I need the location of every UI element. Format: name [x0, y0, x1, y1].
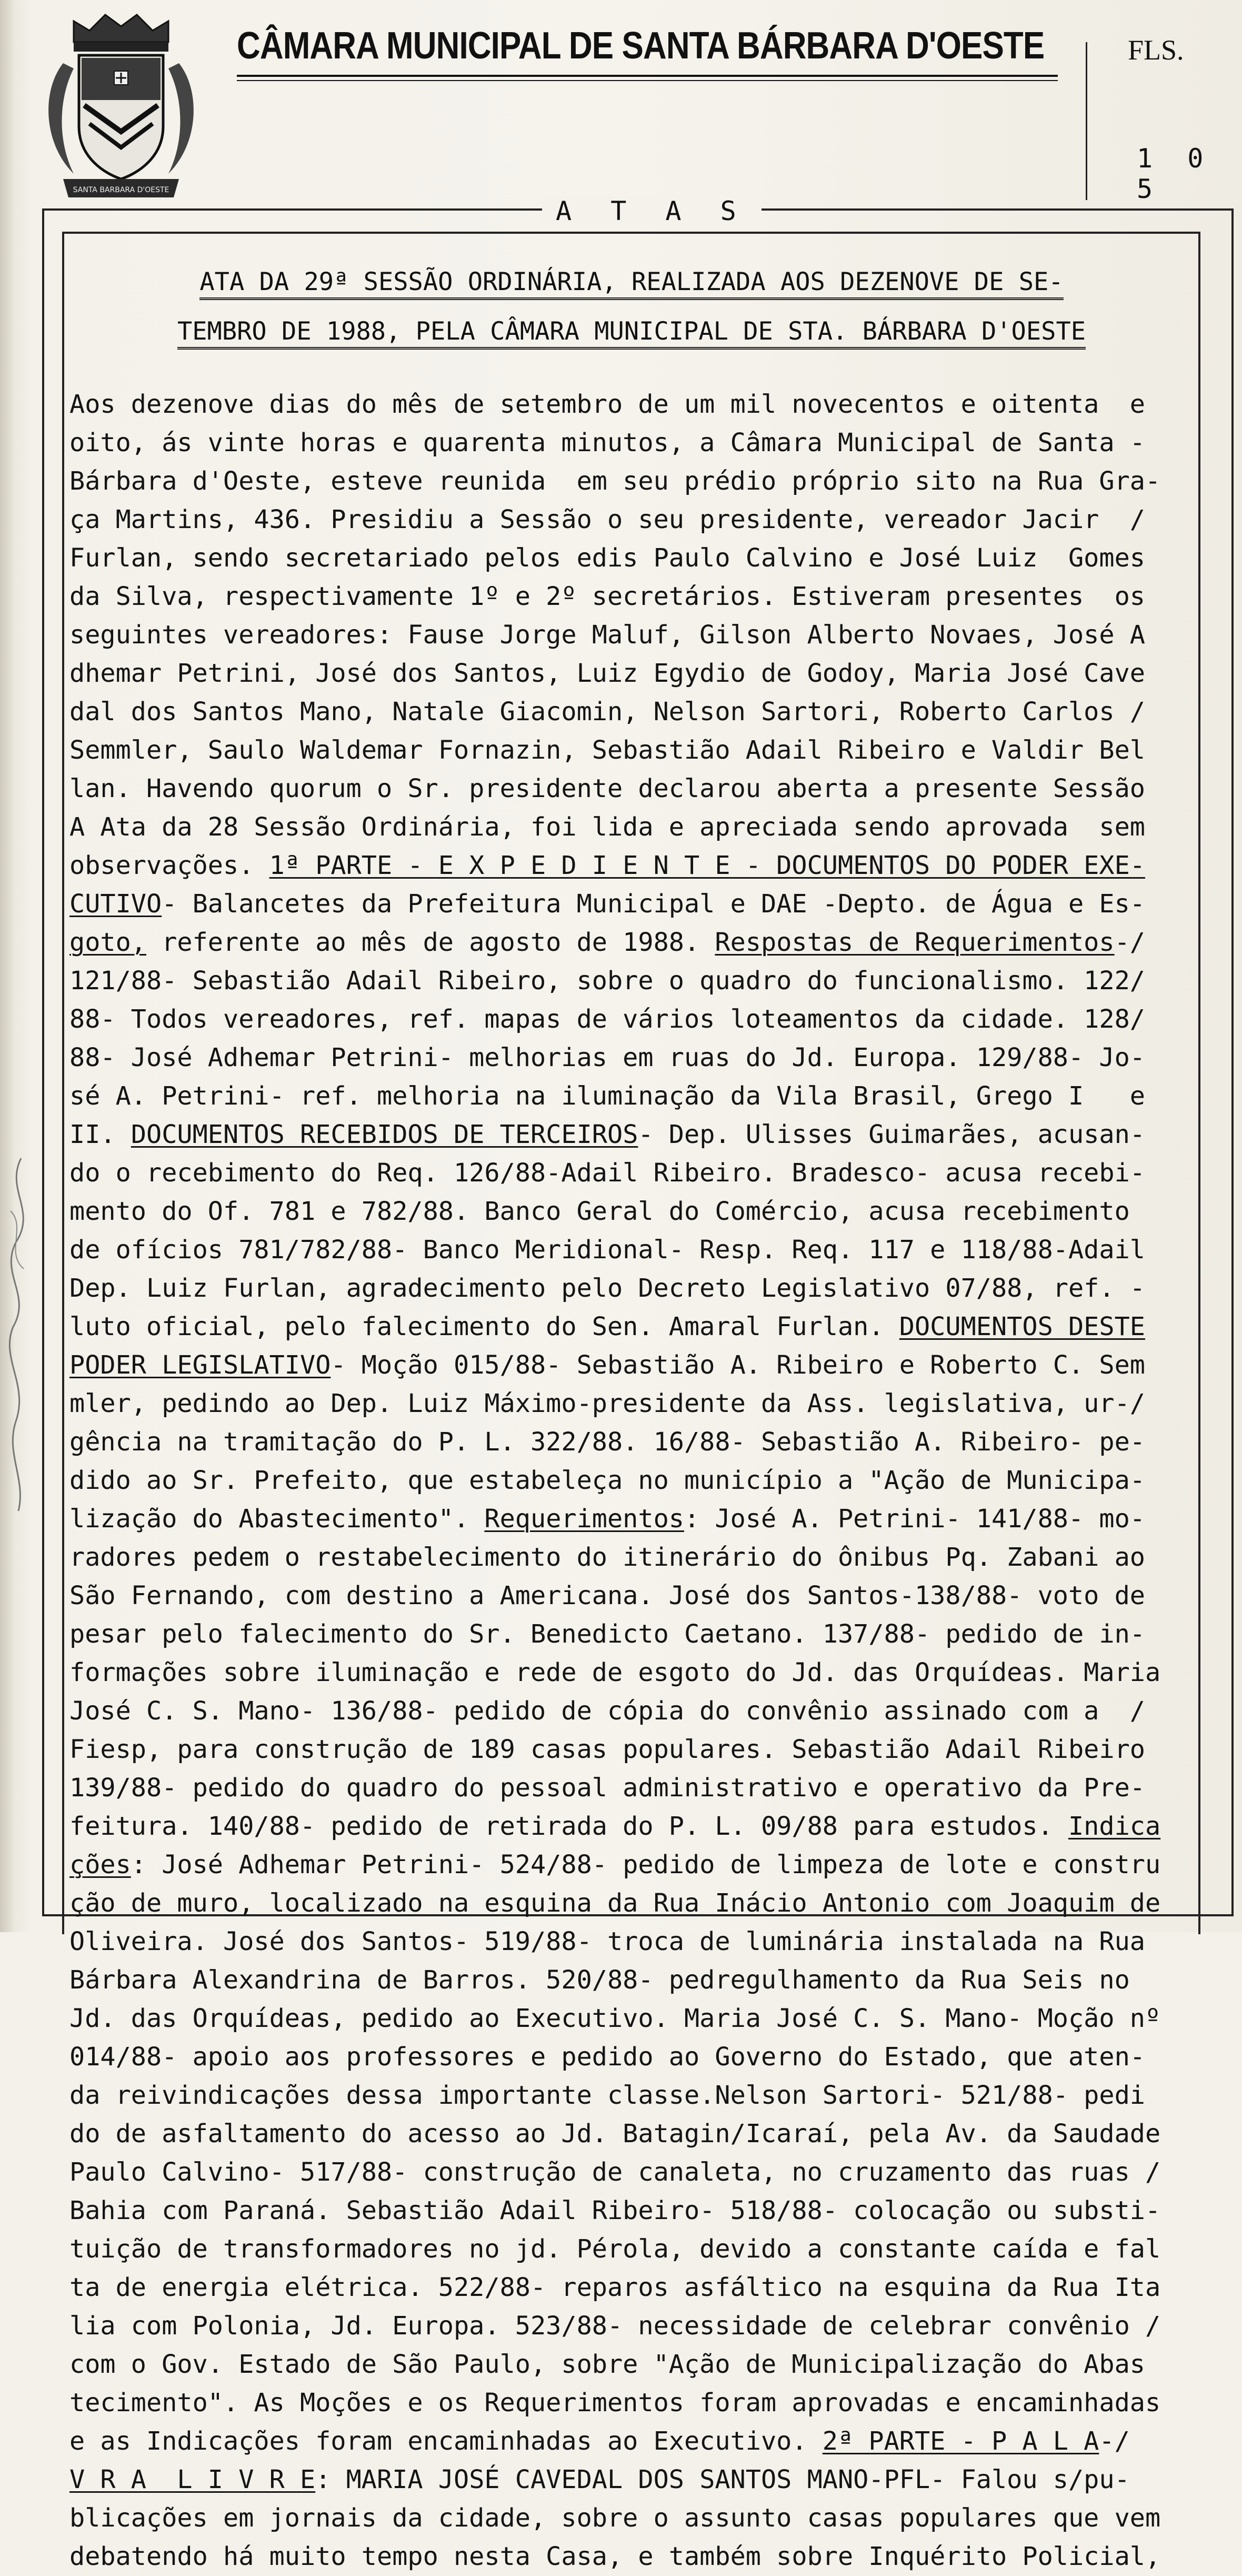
text-line: 88- José Adhemar Petrini- melhorias em ruas do Jd. Europa. 129/88- Jo-: [69, 1043, 1145, 1072]
text-line: Furlan, sendo secretariado pelos edis Paulo Calvino e José Luiz Gomes: [69, 543, 1145, 573]
text-line: Dep. Luiz Furlan, agradecimento pelo Decreto Legislativo 07/88, ref. -: [69, 1274, 1145, 1303]
text-line: Semmler, Saulo Waldemar Fornazin, Sebastião Adail Ribeiro e Valdir Bel: [69, 735, 1145, 765]
crest-motto: SANTA BARBARA D'OESTE: [73, 186, 169, 194]
text-line: mler, pedindo ao Dep. Luiz Máximo-presidente da Ass. legislativa, ur-/: [69, 1389, 1145, 1418]
text-line: CUTIVO- Balancetes da Prefeitura Municipal e DAE -Depto. de Água e Es-: [69, 889, 1145, 919]
text-line: ções: José Adhemar Petrini- 524/88- pedido de limpeza de lote e constru: [69, 1850, 1161, 1879]
page-number: 1 0 5: [1137, 143, 1213, 204]
text-line: oito, ás vinte horas e quarenta minutos, a Câmara Municipal de Santa -: [69, 428, 1145, 457]
text-line: tecimento". As Moções e os Requerimentos foram aprovadas e encaminhadas: [69, 2388, 1161, 2418]
text-line: V R A L I V R E: MARIA JOSÉ CAVEDAL DOS SANTOS MANO-PFL- Falou s/pu-: [69, 2465, 1130, 2494]
text-line: Paulo Calvino- 517/88- construção de canaleta, no cruzamento das ruas /: [69, 2157, 1161, 2187]
text-line: lan. Havendo quorum o Sr. presidente declarou aberta a presente Sessão: [69, 774, 1145, 803]
text-line: 139/88- pedido do quadro do pessoal administrativo e operativo da Pre-: [69, 1773, 1145, 1803]
header-divider: [1086, 42, 1087, 200]
text-line: do de asfaltamento do acesso ao Jd. Batagin/Icaraí, pela Av. da Saudade: [69, 2119, 1161, 2149]
expediente-heading: 1ª PARTE - E X P E D I E N T E - DOCUMENTOS DO PODER EXE-: [269, 851, 1145, 880]
text-line: Bahia com Paraná. Sebastião Adail Ribeiro- 518/88- colocação ou substi-: [69, 2196, 1161, 2225]
text-line: seguintes vereadores: Fause Jorge Maluf, Gilson Alberto Novaes, José A: [69, 620, 1145, 650]
section-label: A T A S: [542, 196, 762, 226]
palavra-livre-heading: V R A L I V R E: [69, 2465, 316, 2494]
institution-name: CÂMARA MUNICIPAL DE SANTA BÁRBARA D'OESTE: [237, 25, 1045, 67]
text-line: da Silva, respectivamente 1º e 2º secretários. Estiveram presentes os: [69, 582, 1145, 611]
text-line: Jd. das Orquídeas, pedido ao Executivo. Maria José C. S. Mano- Moção nº: [69, 2004, 1161, 2033]
text-line: do o recebimento do Req. 126/88-Adail Ribeiro. Bradesco- acusa recebi-: [69, 1158, 1145, 1188]
text-line: goto, referente ao mês de agosto de 1988. Respostas de Requerimentos-/: [69, 928, 1145, 957]
requerimentos-heading: Requerimentos: [484, 1504, 684, 1534]
text-line: lização do Abastecimento". Requerimentos: José A. Petrini- 141/88- mo-: [69, 1504, 1145, 1534]
text-line: sé A. Petrini- ref. melhoria na iluminação da Vila Brasil, Grego I e: [69, 1081, 1145, 1111]
text-line: luto oficial, pelo falecimento do Sen. Amaral Furlan. DOCUMENTOS DESTE: [69, 1312, 1145, 1341]
text-line: tuição de transformadores no jd. Pérola, devido a constante caída e fal: [69, 2234, 1161, 2264]
text-line: ção de muro, localizado na esquina da Rua Inácio Antonio com Joaquim de: [69, 1888, 1161, 1918]
text-line: 121/88- Sebastião Adail Ribeiro, sobre o quadro do funcionalismo. 122/: [69, 966, 1145, 996]
minutes-title-line-1: ATA DA 29ª SESSÃO ORDINÁRIA, REALIZADA AOS DEZENOVE DE SE-: [68, 267, 1195, 300]
segunda-parte-heading: 2ª PARTE - P A L A: [822, 2426, 1099, 2456]
municipal-crest-icon: [42, 5, 200, 205]
text-line: 014/88- apoio aos professores e pedido ao Governo do Estado, que aten-: [69, 2042, 1145, 2072]
text-line: ta de energia elétrica. 522/88- reparos asfáltico na esquina da Rua Ita: [69, 2273, 1161, 2302]
text-line: e as Indicações foram encaminhadas ao Executivo. 2ª PARTE - P A L A-/: [69, 2426, 1130, 2456]
text-line: dal dos Santos Mano, Natale Giacomin, Nelson Sartori, Roberto Carlos /: [69, 697, 1145, 727]
minutes-body: [69, 385, 1201, 2576]
text-line: formações sobre iluminação e rede de esgoto do Jd. das Orquídeas. Maria: [69, 1658, 1161, 1687]
text-line: PODER LEGISLATIVO- Moção 015/88- Sebastião A. Ribeiro e Roberto C. Sem: [69, 1350, 1145, 1380]
text-line: 88- Todos vereadores, ref. mapas de vários loteamentos da cidade. 128/: [69, 1004, 1145, 1034]
text-line: dido ao Sr. Prefeito, que estabeleça no município a "Ação de Municipa-: [69, 1466, 1145, 1495]
text-line: feitura. 140/88- pedido de retirada do P. L. 09/88 para estudos. Indica: [69, 1812, 1161, 1841]
text-line: radores pedem o restabelecimento do itinerário do ônibus Pq. Zabani ao: [69, 1543, 1145, 1572]
text-line: José C. S. Mano- 136/88- pedido de cópia do convênio assinado com a /: [69, 1696, 1145, 1726]
legislativo-heading: DOCUMENTOS DESTE: [899, 1312, 1145, 1341]
text-line: de ofícios 781/782/88- Banco Meridional- Resp. Req. 117 e 118/88-Adail: [69, 1235, 1145, 1265]
text-line: Oliveira. José dos Santos- 519/88- troca de luminária instalada na Rua: [69, 1927, 1145, 1956]
text-line: mento do Of. 781 e 782/88. Banco Geral do Comércio, acusa recebimento: [69, 1197, 1130, 1226]
text-line: Fiesp, para construção de 189 casas populares. Sebastião Adail Ribeiro: [69, 1735, 1145, 1764]
header-rule-thin: [237, 80, 1058, 81]
minutes-title-line-2: TEMBRO DE 1988, PELA CÂMARA MUNICIPAL DE STA. BÁRBARA D'OESTE: [68, 317, 1195, 350]
text-line: observações. 1ª PARTE - E X P E D I E N T E - DOCUMENTOS DO PODER EXE-: [69, 851, 1145, 880]
text-line: dhemar Petrini, José dos Santos, Luiz Egydio de Godoy, Maria José Cave: [69, 659, 1145, 688]
indicacoes-heading: Indica: [1068, 1812, 1161, 1841]
text-line: Bárbara Alexandrina de Barros. 520/88- pedregulhamento da Rua Seis no: [69, 1965, 1130, 1995]
text-line: gência na tramitação do P. L. 322/88. 16/88- Sebastião A. Ribeiro- pe-: [69, 1427, 1145, 1457]
text-line: ça Martins, 436. Presidiu a Sessão o seu presidente, vereador Jacir /: [69, 505, 1145, 534]
text-line: A Ata da 28 Sessão Ordinária, foi lida e apreciada sendo aprovada sem: [69, 812, 1145, 842]
header-rule: [237, 75, 1058, 77]
text-line: II. DOCUMENTOS RECEBIDOS DE TERCEIROS- Dep. Ulisses Guimarães, acusan-: [69, 1120, 1145, 1149]
text-line: com o Gov. Estado de São Paulo, sobre "Ação de Municipalização do Abas: [69, 2350, 1145, 2379]
fls-label: FLS.: [1128, 34, 1184, 66]
text-line: Bárbara d'Oeste, esteve reunida em seu prédio próprio sito na Rua Gra-: [69, 466, 1161, 496]
text-line: pesar pelo falecimento do Sr. Benedicto Caetano. 137/88- pedido de in-: [69, 1619, 1145, 1649]
text-line: da reivindicações dessa importante classe.Nelson Sartori- 521/88- pedi: [69, 2081, 1145, 2110]
text-line: debatendo há muito tempo nesta Casa, e também sobre Inquérito Policial,: [69, 2542, 1161, 2571]
text-line: São Fernando, com destino a Americana. José dos Santos-138/88- voto de: [69, 1581, 1145, 1610]
text-line: Aos dezenove dias do mês de setembro de um mil novecentos e oitenta e: [69, 390, 1145, 419]
text-line: lia com Polonia, Jd. Europa. 523/88- necessidade de celebrar convênio /: [69, 2311, 1161, 2341]
terceiros-heading: DOCUMENTOS RECEBIDOS DE TERCEIROS: [131, 1120, 638, 1149]
executivo-heading: CUTIVO: [69, 889, 162, 919]
respostas-heading: Respostas de Requerimentos: [715, 928, 1115, 957]
margin-scribble-icon: [0, 1148, 42, 1516]
binding-edge: [0, 0, 15, 1932]
text-line: blicações em jornais da cidade, sobre o assunto casas populares que vem: [69, 2503, 1161, 2533]
